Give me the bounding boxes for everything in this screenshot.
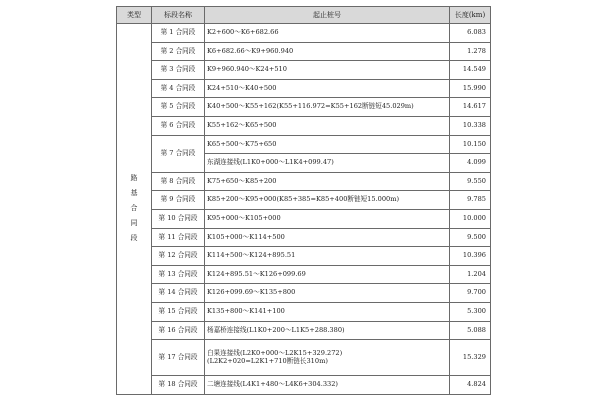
stake-range: K2+600～K6+682.66 (205, 24, 450, 43)
table-row (117, 79, 491, 98)
section-name: 第 10 合同段 (152, 209, 205, 228)
stake-range: K105+000～K114+500 (205, 228, 450, 247)
stake-range-line: 白果连接线(L2K0+000～L2K15+329.272) (207, 349, 343, 358)
table-row (117, 284, 491, 303)
header-row (117, 7, 491, 24)
section-name: 第 2 合同段 (152, 42, 205, 61)
stake-range: K95+000～K105+000 (205, 209, 450, 228)
section-name: 第 3 合同段 (152, 61, 205, 80)
section-name: 第 16 合同段 (152, 321, 205, 340)
stake-range: 二塘连接线(L4K1+480～L4K6+304.332) (205, 376, 450, 395)
length-value: 15.990 (450, 79, 491, 98)
section-name: 第 8 合同段 (152, 172, 205, 191)
stake-range: K85+200～K95+000(K85+385=K85+400断链短15.000m) (205, 191, 450, 210)
length-value: 10.396 (450, 247, 491, 266)
contract-section-table (116, 6, 484, 398)
header-type: 类型 (117, 7, 152, 24)
stake-range: K135+800～K141+100 (205, 302, 450, 321)
section-name: 第 17 合同段 (152, 340, 205, 376)
length-value: 4.824 (450, 376, 491, 395)
length-value: 15.329 (450, 340, 491, 376)
length-value: 9.550 (450, 172, 491, 191)
length-value: 9.500 (450, 228, 491, 247)
data-table (116, 6, 491, 395)
stake-range-line: (L2K2+020=L2K1+710断链长310m) (207, 356, 328, 365)
section-name: 第 15 合同段 (152, 302, 205, 321)
stake-range: K6+682.66～K9+960.940 (205, 42, 450, 61)
section-name: 第 14 合同段 (152, 284, 205, 303)
table-row (117, 247, 491, 266)
header-section-name: 标段名称 (152, 7, 205, 24)
length-value: 14.617 (450, 98, 491, 117)
table-row (117, 376, 491, 395)
table-row (117, 191, 491, 210)
length-value: 5.088 (450, 321, 491, 340)
stake-range: K24+510～K40+500 (205, 79, 450, 98)
section-name: 第 12 合同段 (152, 247, 205, 266)
stake-range: K9+960.940～K24+510 (205, 61, 450, 80)
section-name: 第 6 合同段 (152, 116, 205, 135)
stake-range: 杨嘉桥连接线(L1K0+200～L1K5+288.380) (205, 321, 450, 340)
table-row (117, 265, 491, 284)
stake-range: K40+500～K55+162(K55+116.972=K55+162断链短45.029m) (205, 98, 450, 117)
table-row (117, 228, 491, 247)
table-row (117, 321, 491, 340)
table-row (117, 61, 491, 80)
section-name: 第 18 合同段 (152, 376, 205, 395)
table-row (117, 172, 491, 191)
section-name: 第 9 合同段 (152, 191, 205, 210)
category-cell: 路 基 合 同 段 (117, 24, 152, 395)
length-value: 10.000 (450, 209, 491, 228)
length-value: 6.083 (450, 24, 491, 43)
table-row (117, 135, 491, 154)
header-length: 长度(km) (450, 7, 491, 24)
section-name: 第 5 合同段 (152, 98, 205, 117)
section-name: 第 1 合同段 (152, 24, 205, 43)
section-name: 第 4 合同段 (152, 79, 205, 98)
table-row (117, 42, 491, 61)
length-value: 10.338 (450, 116, 491, 135)
section-name: 第 7 合同段 (152, 135, 205, 172)
length-value: 5.300 (450, 302, 491, 321)
stake-range: K75+650～K85+200 (205, 172, 450, 191)
stake-range: K114+500～K124+895.51 (205, 247, 450, 266)
stake-range (205, 340, 450, 376)
stake-range: K124+895.51～K126+099.69 (205, 265, 450, 284)
table-row (117, 24, 491, 43)
table-row (117, 116, 491, 135)
length-value: 9.785 (450, 191, 491, 210)
length-value: 4.099 (450, 154, 491, 173)
stake-range: K126+099.69～K135+800 (205, 284, 450, 303)
table-row (117, 209, 491, 228)
section-name: 第 11 合同段 (152, 228, 205, 247)
length-value: 1.278 (450, 42, 491, 61)
section-name: 第 13 合同段 (152, 265, 205, 284)
length-value: 1.204 (450, 265, 491, 284)
stake-range: K55+162～K65+500 (205, 116, 450, 135)
length-value: 10.150 (450, 135, 491, 154)
stake-range: K65+500～K75+650 (205, 135, 450, 154)
table-row (117, 302, 491, 321)
header-stake-range: 起止桩号 (205, 7, 450, 24)
length-value: 9.700 (450, 284, 491, 303)
length-value: 14.549 (450, 61, 491, 80)
stake-range-connector: 东湖连接线(L1K0+000～L1K4+099.47) (205, 154, 450, 173)
table-row (117, 340, 491, 376)
table-row (117, 98, 491, 117)
